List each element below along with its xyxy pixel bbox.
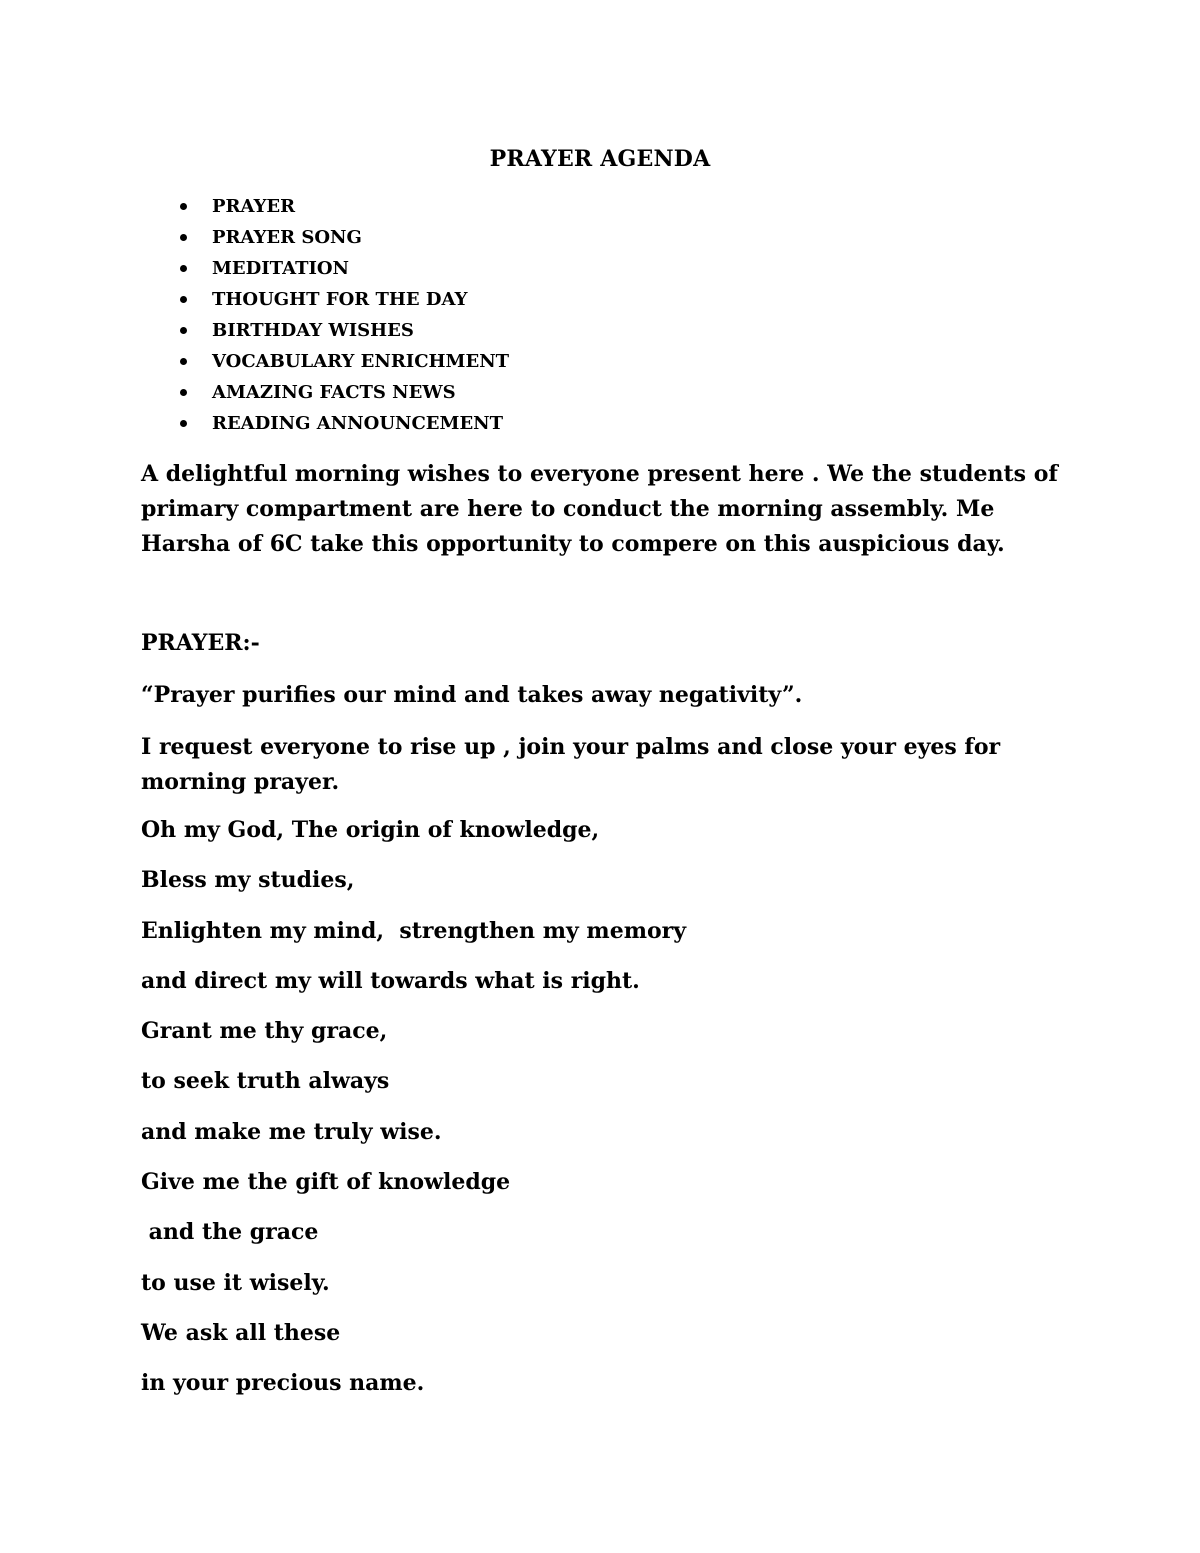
bullet-icon xyxy=(180,358,187,365)
prayer-line: and direct my will towards what is right. xyxy=(141,967,640,994)
agenda-item xyxy=(180,317,509,348)
agenda-item xyxy=(180,255,509,286)
prayer-line: Enlighten my mind, strengthen my memory xyxy=(141,917,687,944)
agenda-item-label: BIRTHDAY WISHES xyxy=(212,320,414,341)
bullet-icon xyxy=(180,389,187,396)
bullet-icon xyxy=(180,420,187,427)
agenda-item-label: VOCABULARY ENRICHMENT xyxy=(212,351,510,372)
intro-paragraph: A delightful morning wishes to everyone present here . We the students of primary compartment are here to conduct the morning assembly. Me Harsha of 6C take this opportunity to compere on this auspicious day. xyxy=(141,461,1058,557)
agenda-item xyxy=(180,224,509,255)
agenda-item xyxy=(180,379,509,410)
agenda-item-label: PRAYER xyxy=(212,196,296,217)
agenda-item-label: PRAYER SONG xyxy=(212,227,362,248)
prayer-line: and make me truly wise. xyxy=(141,1118,442,1145)
bullet-icon xyxy=(180,203,187,210)
agenda-item xyxy=(180,193,509,224)
agenda-item-label: AMAZING FACTS NEWS xyxy=(212,382,456,403)
agenda-list xyxy=(180,193,509,441)
prayer-request: I request everyone to rise up , join your palms and close your eyes for morning prayer. xyxy=(141,734,1001,795)
bullet-icon xyxy=(180,296,187,303)
agenda-item-label: MEDITATION xyxy=(212,258,350,279)
bullet-icon xyxy=(180,234,187,241)
prayer-quote: “Prayer purifies our mind and takes away negativity”. xyxy=(141,682,803,708)
agenda-item-label: READING ANNOUNCEMENT xyxy=(212,413,504,434)
prayer-line: Give me the gift of knowledge xyxy=(141,1169,511,1196)
prayer-line: to use it wisely. xyxy=(141,1269,330,1296)
prayer-line: Grant me thy grace, xyxy=(141,1018,388,1045)
prayer-heading: PRAYER:- xyxy=(141,630,260,656)
bullet-icon xyxy=(180,265,187,272)
prayer-line: and the grace xyxy=(141,1219,319,1246)
prayer-line: We ask all these xyxy=(141,1319,341,1346)
agenda-item-label: THOUGHT FOR THE DAY xyxy=(212,289,468,310)
page-title: PRAYER AGENDA xyxy=(489,146,711,172)
prayer-line: to seek truth always xyxy=(141,1068,390,1095)
prayer-line: Oh my God, The origin of knowledge, xyxy=(141,817,600,843)
prayer-line: Bless my studies, xyxy=(141,867,355,894)
agenda-item xyxy=(180,410,509,441)
prayer-line: in your precious name. xyxy=(141,1370,425,1397)
agenda-item xyxy=(180,348,509,379)
prayer-text xyxy=(141,815,686,1419)
bullet-icon xyxy=(180,327,187,334)
agenda-item xyxy=(180,286,509,317)
